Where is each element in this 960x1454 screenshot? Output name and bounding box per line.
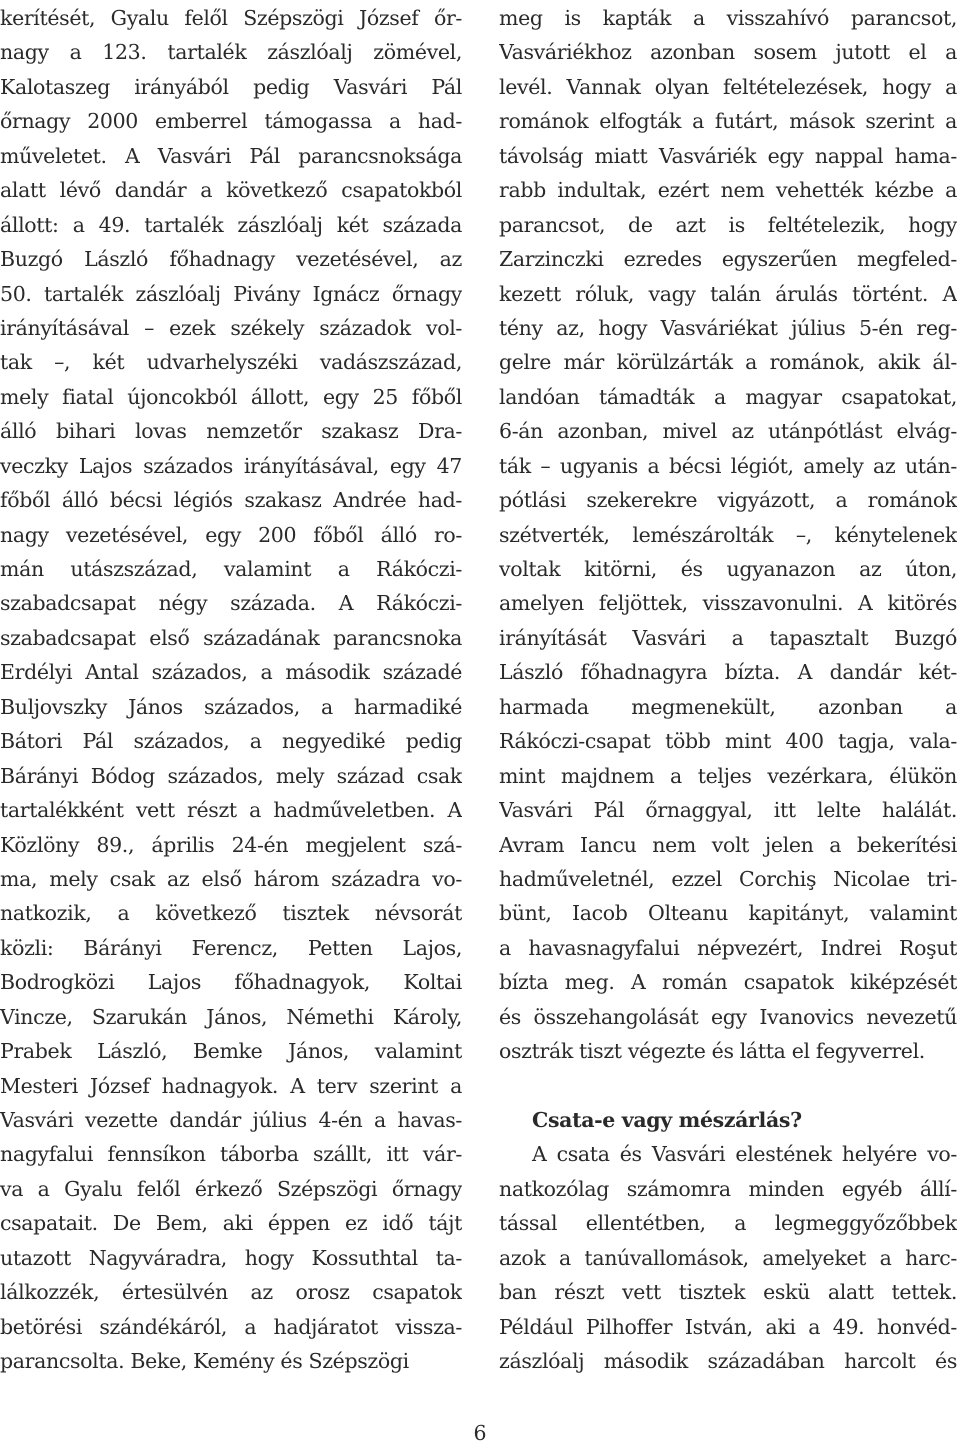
text-line: állott: a 49. tartalék zászlóalj két százada [0, 212, 462, 237]
text-line: Bodrogközi Lajos főhadnagyok, Koltai [0, 970, 462, 995]
text-line: a havasnagyfalui népvezért, Indrei Roşut [499, 935, 957, 960]
text-line: szétverték, lemészárolták –, kénytelenek [499, 522, 957, 547]
text-line: bízta meg. A román csapatok kiképzését [499, 970, 957, 995]
text-line: meg is kapták a visszahívó parancsot, [499, 6, 957, 30]
text-line: szabadcsapat első századának parancsnoka [0, 625, 462, 650]
text-line: bünt, Iacob Olteanu kapitányt, valamint [499, 901, 957, 926]
text-line: veczky Lajos százados irányításával, egy 47 [0, 453, 462, 478]
text-line: zászlóalj második századában harcolt és [499, 1349, 957, 1374]
text-line: Vasvári vezette dandár július 4-én a havas- [0, 1108, 462, 1132]
text-line: harmada megmenekült, azonban a [499, 694, 957, 719]
text-line: parancsolta. Beke, Kemény és Szépszögi [0, 1349, 409, 1374]
text-line: 6-án azonban, mivel az utánpótlást elvág- [499, 419, 957, 444]
text-line: Kalotaszeg irányából pedig Vasvári Pál [0, 74, 462, 99]
text-line: kerítését, Gyalu felől Szépszögi József őr- [0, 6, 462, 30]
text-line: A csata és Vasvári elestének helyére vo- [532, 1142, 957, 1167]
text-line: Mesteri József hadnagyok. A terv szerint a [0, 1073, 462, 1098]
text-line: lálkozzék, értesülvén az orosz csapatok [0, 1280, 462, 1305]
text-line: gelre már körülzárták a románok, akik ál- [499, 350, 957, 375]
text-line: és összehangolását egy Ivanovics nevezetű [499, 1004, 957, 1029]
text-line: Bátori Pál százados, a negyediké pedig [0, 729, 462, 754]
text-line: őrnagy 2000 emberrel támogassa a had- [0, 109, 462, 134]
text-line: voltak kitörni, és ugyanazon az úton, [499, 557, 957, 581]
text-line: azok a tanúvallomások, amelyeket a harc- [499, 1245, 957, 1270]
text-line: ban részt vett tisztek eskü alatt tettek. [499, 1280, 957, 1305]
text-line: Avram Iancu nem volt jelen a bekerítési [499, 832, 957, 857]
text-line: Prabek László, Bemke János, valamint [0, 1039, 462, 1064]
text-line: tény az, hogy Vasváriékat július 5-én reg- [499, 315, 957, 340]
text-line: tással ellentétben, a legmeggyőzőbbek [499, 1211, 957, 1236]
text-line: mely fiatal újoncokból állott, egy 25 főből [0, 384, 462, 409]
text-line: va a Gyalu felől érkező Szépszögi őrnagy [0, 1176, 462, 1201]
text-line: Közlöny 89., április 24-én megjelent szá- [0, 832, 462, 857]
text-line: nagy vezetésével, egy 200 főből álló ro- [0, 522, 462, 547]
text-line: betörési szándékáról, a hadjáratot vissza- [0, 1314, 462, 1339]
text-line: irányítását Vasvári a tapasztalt Buzgó [499, 625, 957, 650]
text-line: 50. tartalék zászlóalj Pivány Ignácz őrnagy [0, 281, 462, 306]
text-line: osztrák tiszt végezte és látta el fegyverrel. [499, 1039, 925, 1064]
text-line: szabadcsapat négy százada. A Rákóczi- [0, 591, 462, 616]
text-line: tartalékként vett részt a hadműveletben. A [0, 798, 462, 823]
text-line: álló bihari lovas nemzetőr szakasz Dra- [0, 419, 462, 444]
left-column [0, 1, 462, 1379]
text-line: Bárányi Bódog százados, mely század csak [0, 763, 462, 788]
text-line: ták – ugyanis a bécsi légiót, amely az után- [499, 453, 957, 478]
text-line: tak –, két udvarhelyszéki vadászszázad, [0, 350, 462, 375]
text-line: levél. Vannak olyan feltételezések, hogy a [499, 74, 957, 99]
text-line: közli: Bárányi Ferencz, Petten Lajos, [0, 935, 462, 960]
text-line: hadműveletnél, ezzel Corchiş Nicolae tri- [499, 866, 957, 891]
text-line: utazott Nagyváradra, hogy Kossuthtal ta- [0, 1245, 462, 1270]
text-line: Vincze, Szarukán János, Némethi Károly, [0, 1004, 462, 1029]
text-line: natkozólag számomra minden egyéb állí- [499, 1176, 957, 1201]
text-line: mint majdnem a teljes vezérkara, élükön [499, 763, 957, 788]
section-heading: Csata-e vagy mészárlás? [532, 1108, 802, 1132]
text-line: alatt lévő dandár a következő csapatokból [0, 178, 462, 203]
page-number: 6 [473, 1421, 487, 1445]
text-line: műveletet. A Vasvári Pál parancsnoksága [0, 143, 462, 168]
text-line: Buzgó László főhadnagy vezetésével, az [0, 247, 462, 272]
text-line: rabb indultak, ezért nem vehették kézbe a [499, 178, 957, 203]
text-line: Vasvári Pál őrnaggyal, itt lelte halálát. [499, 798, 957, 823]
text-line: pótlási szekerekre vigyázott, a románok [499, 488, 957, 513]
paragraph-gap [499, 1069, 957, 1103]
text-line: natkozik, a következő tisztek névsorát [0, 901, 462, 926]
text-line: irányításával – ezek székely századok vol- [0, 315, 462, 340]
text-line: nagyfalui fennsíkon táborba szállt, itt vár- [0, 1142, 462, 1167]
text-line: László főhadnagyra bízta. A dandár két- [499, 660, 957, 685]
text-line: Erdélyi Antal százados, a második századé [0, 660, 462, 685]
text-line: ma, mely csak az első három századra vo- [0, 866, 462, 891]
text-line: Vasváriékhoz azonban sosem jutott el a [499, 40, 957, 65]
text-line: kezett róluk, vagy talán árulás történt. A [499, 281, 957, 306]
text-line: amelyen feljöttek, visszavonulni. A kitörés [499, 591, 957, 616]
text-line: románok elfogták a futárt, mások szerint a [499, 109, 957, 134]
text-line: csapatait. De Bem, aki éppen ez idő tájt [0, 1211, 462, 1236]
text-line: Például Pilhoffer István, aki a 49. honvéd- [499, 1314, 957, 1339]
text-line: nagy a 123. tartalék zászlóalj zömével, [0, 40, 462, 65]
text-line: parancsot, de azt is feltételezik, hogy [499, 212, 957, 237]
text-line: Rákóczi-csapat több mint 400 tagja, vala- [499, 729, 957, 754]
text-line: landóan támadták a magyar csapatokat, [499, 384, 957, 409]
right-column [499, 1, 957, 1379]
text-line: főből álló bécsi légiós szakasz Andrée had- [0, 488, 462, 513]
text-line: Buljovszky János százados, a harmadiké [0, 694, 462, 719]
text-line: Zarzinczki ezredes egyszerűen megfeled- [499, 247, 957, 272]
text-line: mán utászszázad, valamint a Rákóczi- [0, 557, 462, 581]
text-line: távolság miatt Vasváriék egy nappal hama- [499, 143, 957, 168]
